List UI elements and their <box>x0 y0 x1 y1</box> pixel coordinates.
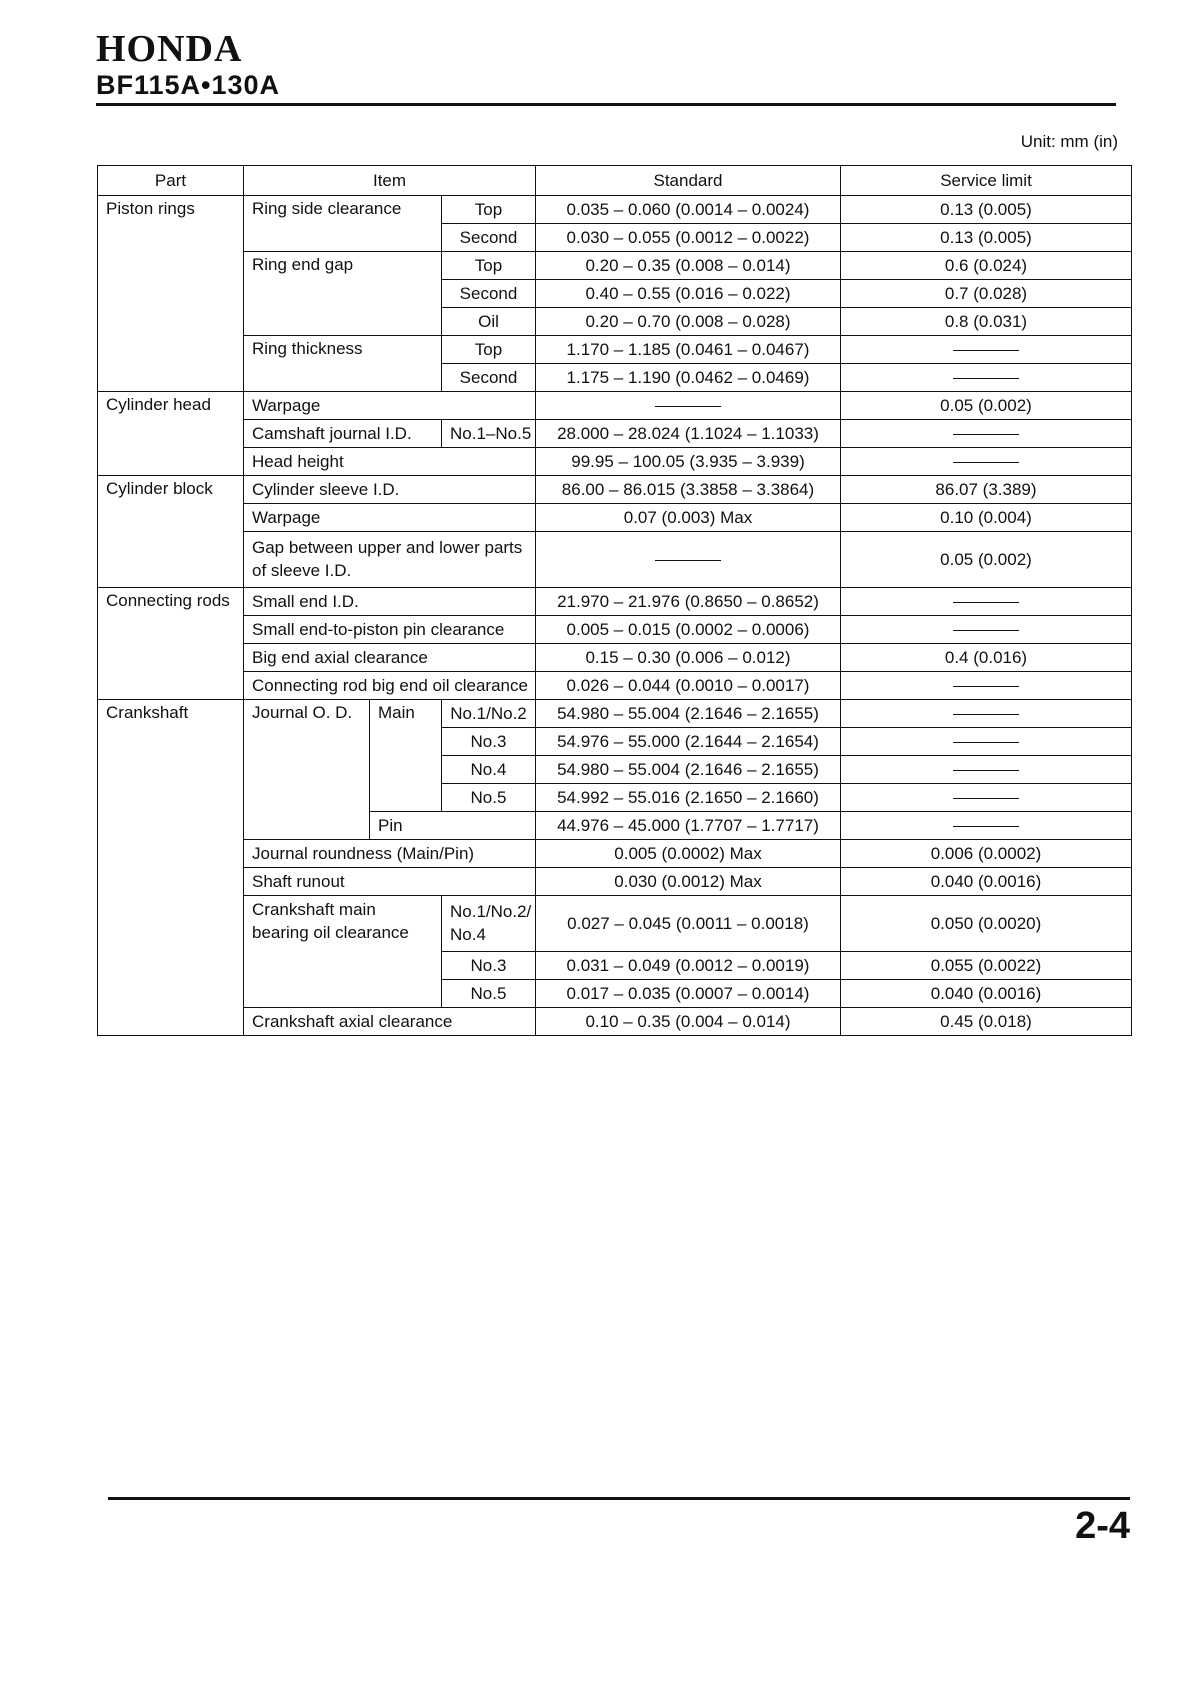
part-cell: Cylinder block <box>98 476 244 588</box>
item-cell: Gap between upper and lower parts of sleeve I.D. <box>244 532 536 588</box>
sub-item-cell: No.5 <box>442 784 536 812</box>
dash-mark <box>953 378 1019 379</box>
item-cell: Shaft runout <box>244 868 536 896</box>
limit-cell <box>841 588 1132 616</box>
dash-mark <box>953 770 1019 771</box>
dash-mark <box>953 742 1019 743</box>
item-cell: Head height <box>244 448 536 476</box>
limit-cell: 0.006 (0.0002) <box>841 840 1132 868</box>
table-row <box>98 420 1132 448</box>
standard-cell: 86.00 – 86.015 (3.3858 – 3.3864) <box>536 476 841 504</box>
standard-cell: 1.175 – 1.190 (0.0462 – 0.0469) <box>536 364 841 392</box>
header-service-limit: Service limit <box>841 166 1132 196</box>
sub-item-cell: Top <box>442 196 536 224</box>
sub-item-cell: No.3 <box>442 728 536 756</box>
standard-cell: 54.976 – 55.000 (2.1644 – 2.1654) <box>536 728 841 756</box>
standard-cell: 0.07 (0.003) Max <box>536 504 841 532</box>
dash-mark <box>953 686 1019 687</box>
dash-mark <box>655 406 721 407</box>
dash-mark <box>953 826 1019 827</box>
item-cell: Warpage <box>244 392 536 420</box>
header-part: Part <box>98 166 244 196</box>
limit-cell <box>841 784 1132 812</box>
page-number: 2-4 <box>1075 1505 1130 1547</box>
standard-cell: 44.976 – 45.000 (1.7707 – 1.7717) <box>536 812 841 840</box>
item-cell: Cylinder sleeve I.D. <box>244 476 536 504</box>
limit-cell: 0.05 (0.002) <box>841 392 1132 420</box>
spec-table <box>97 165 1132 1036</box>
item-cell: Big end axial clearance <box>244 644 536 672</box>
dash-mark <box>953 462 1019 463</box>
sub-item-cell: Second <box>442 364 536 392</box>
sub-item-cell: Top <box>442 336 536 364</box>
sub-item-cell: Second <box>442 224 536 252</box>
standard-cell: 0.017 – 0.035 (0.0007 – 0.0014) <box>536 980 841 1008</box>
standard-cell: 0.10 – 0.35 (0.004 – 0.014) <box>536 1008 841 1036</box>
limit-cell <box>841 420 1132 448</box>
limit-cell: 0.6 (0.024) <box>841 252 1132 280</box>
sub-item-cell: No.1/No.2 <box>442 700 536 728</box>
standard-cell: 0.40 – 0.55 (0.016 – 0.022) <box>536 280 841 308</box>
header-rule <box>96 103 1116 106</box>
header-standard: Standard <box>536 166 841 196</box>
item-cell: Crankshaft axial clearance <box>244 1008 536 1036</box>
standard-cell: 0.027 – 0.045 (0.0011 – 0.0018) <box>536 896 841 952</box>
standard-cell: 0.030 – 0.055 (0.0012 – 0.0022) <box>536 224 841 252</box>
item-cell: Crankshaft main bearing oil clearance <box>244 896 442 1008</box>
limit-cell: 0.13 (0.005) <box>841 224 1132 252</box>
unit-note: Unit: mm (in) <box>1020 132 1118 151</box>
standard-cell: 0.035 – 0.060 (0.0014 – 0.0024) <box>536 196 841 224</box>
part-cell: Connecting rods <box>98 588 244 700</box>
table-row <box>98 896 1132 952</box>
limit-cell <box>841 364 1132 392</box>
item-cell: Ring side clearance <box>244 196 442 252</box>
item-cell: Camshaft journal I.D. <box>244 420 442 448</box>
limit-cell: 86.07 (3.389) <box>841 476 1132 504</box>
table-row <box>98 504 1132 532</box>
limit-cell <box>841 616 1132 644</box>
sub-item-cell: No.3 <box>442 952 536 980</box>
limit-cell: 0.040 (0.0016) <box>841 980 1132 1008</box>
table-row <box>98 476 1132 504</box>
item-cell: Warpage <box>244 504 536 532</box>
table-row <box>98 336 1132 364</box>
sub-item-cell: Oil <box>442 308 536 336</box>
dash-mark <box>953 350 1019 351</box>
standard-cell: 21.970 – 21.976 (0.8650 – 0.8652) <box>536 588 841 616</box>
dash-mark <box>953 630 1019 631</box>
standard-cell: 1.170 – 1.185 (0.0461 – 0.0467) <box>536 336 841 364</box>
sub-item-cell: Top <box>442 252 536 280</box>
standard-cell <box>536 392 841 420</box>
limit-cell <box>841 336 1132 364</box>
standard-cell: 28.000 – 28.024 (1.1024 – 1.1033) <box>536 420 841 448</box>
standard-cell: 0.026 – 0.044 (0.0010 – 0.0017) <box>536 672 841 700</box>
item-cell: Ring end gap <box>244 252 442 336</box>
item-cell: Journal O. D. <box>244 700 370 840</box>
limit-cell: 0.040 (0.0016) <box>841 868 1132 896</box>
table-row <box>98 700 1132 728</box>
limit-cell <box>841 672 1132 700</box>
limit-cell: 0.7 (0.028) <box>841 280 1132 308</box>
part-cell: Crankshaft <box>98 700 244 1036</box>
limit-cell <box>841 728 1132 756</box>
limit-cell <box>841 700 1132 728</box>
item-cell: Journal roundness (Main/Pin) <box>244 840 536 868</box>
sub-item-cell: No.1/No.2/ No.4 <box>442 896 536 952</box>
sub-item-cell: No.5 <box>442 980 536 1008</box>
limit-cell: 0.050 (0.0020) <box>841 896 1132 952</box>
table-row <box>98 532 1132 588</box>
sub-item-cell: Second <box>442 280 536 308</box>
table-row <box>98 392 1132 420</box>
dash-mark <box>953 602 1019 603</box>
limit-cell <box>841 448 1132 476</box>
standard-cell: 0.20 – 0.70 (0.008 – 0.028) <box>536 308 841 336</box>
standard-cell: 0.031 – 0.049 (0.0012 – 0.0019) <box>536 952 841 980</box>
limit-cell <box>841 812 1132 840</box>
standard-cell: 0.20 – 0.35 (0.008 – 0.014) <box>536 252 841 280</box>
brand-logo: HONDA <box>96 28 243 70</box>
standard-cell: 54.980 – 55.004 (2.1646 – 2.1655) <box>536 700 841 728</box>
footer-rule <box>108 1497 1130 1500</box>
standard-cell: 54.980 – 55.004 (2.1646 – 2.1655) <box>536 756 841 784</box>
limit-cell: 0.10 (0.004) <box>841 504 1132 532</box>
table-row <box>98 1008 1132 1036</box>
limit-cell: 0.8 (0.031) <box>841 308 1132 336</box>
standard-cell: 54.992 – 55.016 (2.1650 – 2.1660) <box>536 784 841 812</box>
table-row <box>98 644 1132 672</box>
table-row <box>98 252 1132 280</box>
table-row <box>98 616 1132 644</box>
dash-mark <box>953 714 1019 715</box>
item-cell: Small end I.D. <box>244 588 536 616</box>
sub-item-cell: No.1–No.5 <box>442 420 536 448</box>
table-row <box>98 672 1132 700</box>
header-item: Item <box>244 166 536 196</box>
table-header-row <box>98 166 1132 196</box>
table-row <box>98 588 1132 616</box>
limit-cell: 0.05 (0.002) <box>841 532 1132 588</box>
limit-cell: 0.45 (0.018) <box>841 1008 1132 1036</box>
item-cell: Small end-to-piston pin clearance <box>244 616 536 644</box>
mid-item-cell: Main <box>370 700 442 812</box>
item-cell: Ring thickness <box>244 336 442 392</box>
mid-item-cell: Pin <box>370 812 536 840</box>
dash-mark <box>953 434 1019 435</box>
model-title: BF115A•130A <box>96 70 281 100</box>
standard-cell: 0.030 (0.0012) Max <box>536 868 841 896</box>
part-cell: Piston rings <box>98 196 244 392</box>
standard-cell: 0.005 (0.0002) Max <box>536 840 841 868</box>
table-row <box>98 868 1132 896</box>
standard-cell <box>536 532 841 588</box>
table-row <box>98 448 1132 476</box>
limit-cell: 0.13 (0.005) <box>841 196 1132 224</box>
dash-mark <box>953 798 1019 799</box>
standard-cell: 0.005 – 0.015 (0.0002 – 0.0006) <box>536 616 841 644</box>
part-cell: Cylinder head <box>98 392 244 476</box>
standard-cell: 0.15 – 0.30 (0.006 – 0.012) <box>536 644 841 672</box>
sub-item-cell: No.4 <box>442 756 536 784</box>
table-row <box>98 840 1132 868</box>
table-row <box>98 196 1132 224</box>
standard-cell: 99.95 – 100.05 (3.935 – 3.939) <box>536 448 841 476</box>
limit-cell: 0.4 (0.016) <box>841 644 1132 672</box>
item-cell: Connecting rod big end oil clearance <box>244 672 536 700</box>
limit-cell <box>841 756 1132 784</box>
limit-cell: 0.055 (0.0022) <box>841 952 1132 980</box>
dash-mark <box>655 560 721 561</box>
